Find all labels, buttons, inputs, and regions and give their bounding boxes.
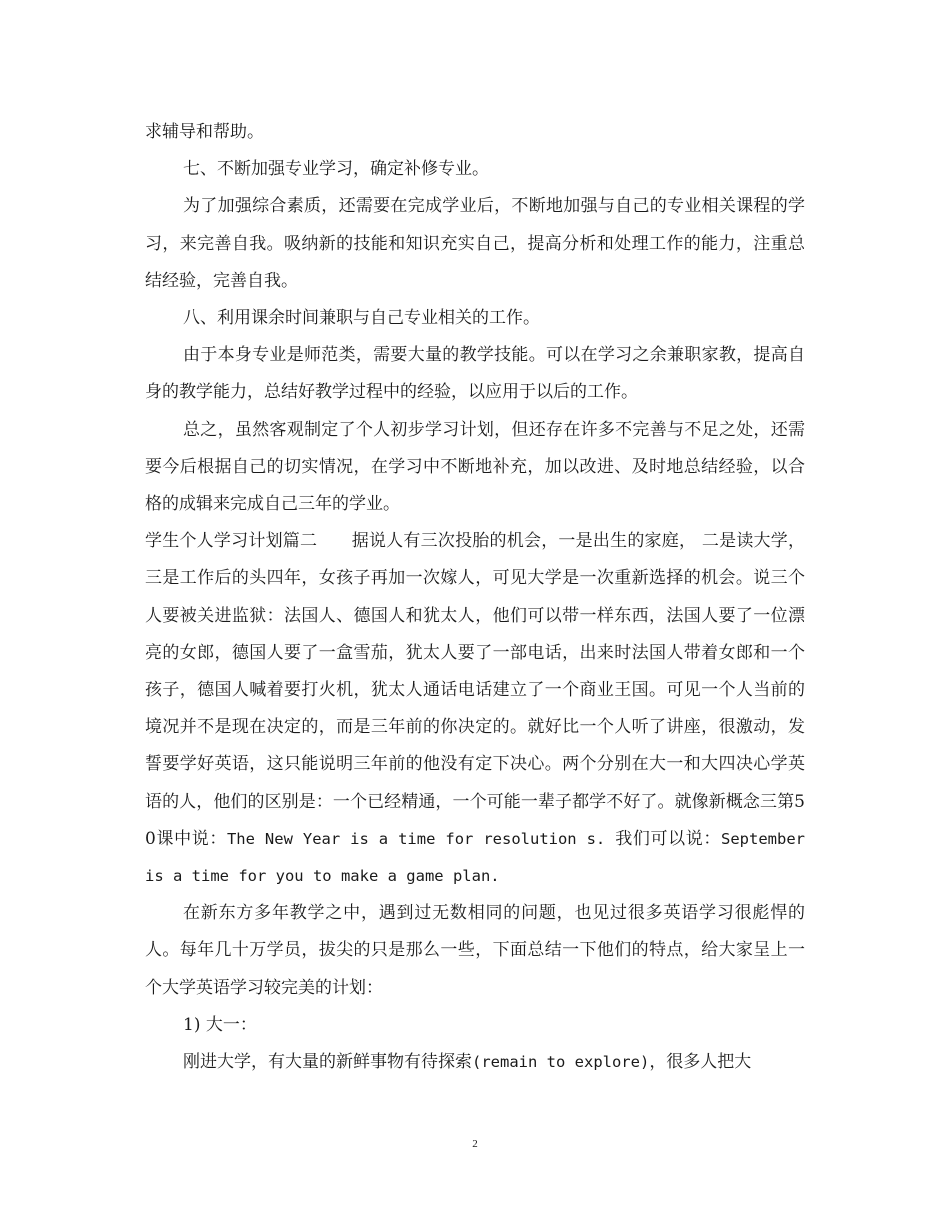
paragraph bbox=[145, 1044, 805, 1081]
article-two-text: 学生个人学习计划篇二 据说人有三次投胎的机会，一是出生的家庭， 二是读大学，三是工作后的头四年，女孩子再加一次嫁人，可见大学是一次重新选择的机会。说三个人要被关进监狱：法国人、德国人和犹太人，他们可以带一样东西，法国人要了一位漂亮的女郎，德国人要了一盒雪茄，犹太人要了一部电话，出来时法国人带着女郎和一个孩子，德国人喊着要打火机，犹太人通话电话建立了一个商业王国。可见一个人当前的境况并不是现在决定的，而是三年前的你决定的。就好比一个人听了讲座，很激动，发誓要学好英语，这只能说明三年前的他没有定下决心。两个分别在大一和大四决心学英语的人，他们的区别是：一个已经精通，一个可能一辈子都学不好了。就像新概念三第50课中说： bbox=[145, 531, 805, 849]
page-number: 2 bbox=[472, 1138, 478, 1150]
english-phrase: (remain to explore) bbox=[472, 1053, 650, 1072]
paragraph: 为了加强综合素质，还需要在完成学业后，不断地加强与自己的专业相关课程的学习，来完善自我。吸纳新的技能和知识充实自己，提高分析和处理工作的能力，注重总结经验，完善自我。 bbox=[145, 196, 805, 291]
body-text bbox=[145, 114, 805, 1081]
paragraph-article-two bbox=[145, 523, 805, 895]
section-heading-7: 七、不断加强专业学习，确定补修专业。 bbox=[183, 159, 489, 180]
list-item-year-one: 1) 大一： bbox=[183, 1014, 257, 1035]
paragraph-text: 刚进大学，有大量的新鲜事物有待探索 bbox=[183, 1052, 472, 1073]
article-two-text: 我们可以说： bbox=[615, 828, 722, 849]
section-heading-8: 八、利用课余时间兼职与自己专业相关的工作。 bbox=[183, 308, 540, 329]
english-quote: The New Year is a time for resolution s. bbox=[226, 829, 616, 848]
paragraph: 由于本身专业是师范类，需要大量的教学技能。可以在学习之余兼职家教，提高自身的教学能力，总结好教学过程中的经验，以应用于以后的工作。 bbox=[145, 345, 805, 403]
paragraph-text: ，很多人把大 bbox=[649, 1052, 752, 1073]
paragraph: 在新东方多年教学之中，遇到过无数相同的问题，也见过很多英语学习很彪悍的人。每年几十万学员，拔尖的只是那么一些，下面总结一下他们的特点，给大家呈上一个大学英语学习较完美的计划： bbox=[145, 903, 805, 998]
paragraph-continuation: 求辅导和帮助。 bbox=[145, 122, 264, 142]
english-quote: September is a time for you to make a game plan. bbox=[145, 829, 806, 886]
paragraph-conclusion: 总之，虽然客观制定了个人初步学习计划，但还存在许多不完善与不足之处，还需要今后根据自己的切实情况，在学习中不断地补充，加以改进、及时地总结经验，以合格的成辑来完成自己三年的学业。 bbox=[145, 419, 805, 515]
